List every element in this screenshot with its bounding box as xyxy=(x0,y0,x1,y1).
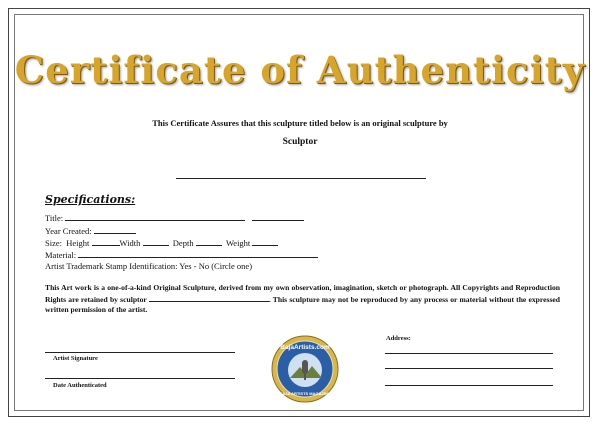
title-label: Title: xyxy=(45,213,64,223)
microphone-icon xyxy=(302,360,308,374)
year-field-row xyxy=(45,225,136,236)
baja-artists-seal xyxy=(270,334,340,404)
sculptor-label: Sculptor xyxy=(282,137,318,147)
material-field-row xyxy=(45,249,318,260)
width-input-line[interactable] xyxy=(143,237,169,246)
stamp-field-row xyxy=(45,261,252,271)
material-input-line[interactable] xyxy=(78,249,318,258)
size-label: Size: xyxy=(45,238,62,248)
statement-part2: . This sculpture may not be reproduced by any process or material without the expressed written permission of the artist. xyxy=(45,294,560,314)
size-field-row xyxy=(45,237,278,248)
height-input-line[interactable] xyxy=(92,237,120,246)
year-label: Year Created: xyxy=(45,226,92,236)
sculptor-name-line[interactable] xyxy=(176,178,426,179)
specifications-heading: Specifications: xyxy=(45,193,136,206)
date-authenticated-label: Date Authenticated xyxy=(53,382,107,389)
address-line-3[interactable] xyxy=(385,385,553,386)
width-label: Width xyxy=(119,238,141,248)
address-line-1[interactable] xyxy=(385,353,553,354)
title-extra-line[interactable] xyxy=(252,212,304,221)
date-authenticated-line[interactable] xyxy=(45,378,235,379)
depth-label: Depth xyxy=(172,238,194,248)
certificate-title: Certificate of Authenticity xyxy=(14,48,586,92)
year-input-line[interactable] xyxy=(94,225,136,234)
address-label: Address: xyxy=(386,335,411,342)
assures-text: This Certificate Assures that this sculpture titled below is an original sculpture by xyxy=(152,118,448,128)
address-line-2[interactable] xyxy=(385,368,553,369)
stamp-label: Artist Trademark Stamp Identification: Yes - No (Circle one) xyxy=(45,261,253,271)
statement-paragraph xyxy=(45,283,560,316)
sculptor-copyright-line[interactable] xyxy=(149,294,269,302)
weight-input-line[interactable] xyxy=(252,237,278,246)
seal-top-text: BajaArtists.com xyxy=(280,344,330,351)
artist-signature-label: Artist Signature xyxy=(53,355,98,362)
weight-label: Weight xyxy=(225,238,251,248)
depth-input-line[interactable] xyxy=(196,237,222,246)
seal-bottom-text: BAJA ARTISTS MAGAZINE xyxy=(279,391,331,396)
material-label: Material: xyxy=(45,250,77,260)
statement-part1: This Art work is a one-of-a-kind Original Sculpture, derived from my own observation, imagination, sketch or photograph. All Copyrights and Reproduction Rights are retained by sculptor xyxy=(45,283,560,304)
height-label: Height xyxy=(66,238,90,248)
title-input-line[interactable] xyxy=(65,212,245,221)
title-field-row xyxy=(45,212,304,223)
artist-signature-line[interactable] xyxy=(45,352,235,353)
